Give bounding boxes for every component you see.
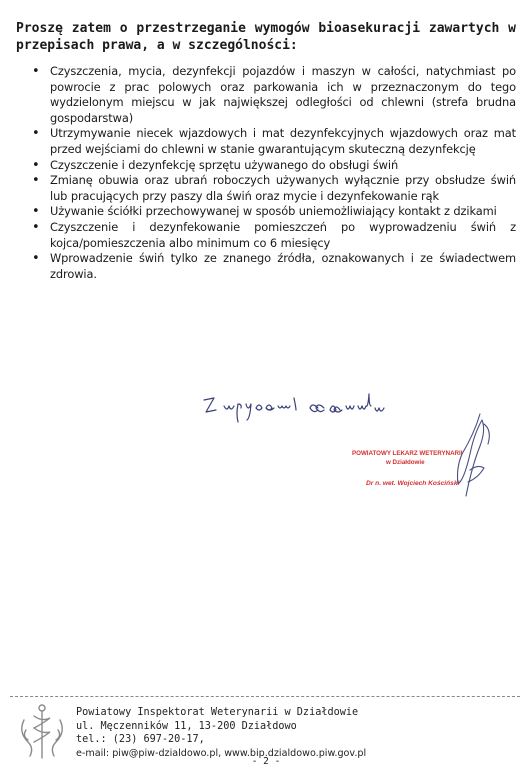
list-item: • Zmianę obuwia oraz ubrań roboczych używanych wyłącznie przy obsłudze świń lub pracujących przy paszy dla świń oraz mycie i dezynfekowanie rąk xyxy=(28,173,516,204)
handwritten-closing xyxy=(200,388,400,428)
requirements-list xyxy=(28,64,516,282)
list-item: • Czyszczenie i dezynfekcję sprzętu używanego do obsługi świń xyxy=(28,158,516,174)
footer-address xyxy=(76,706,376,760)
stamp-name: Dr n. wet. Wojciech Kościński xyxy=(366,480,460,487)
signature xyxy=(440,410,500,520)
list-item: • Wprowadzenie świń tylko ze znanego źródła, oznakowanych i ze świadectwem zdrowia. xyxy=(28,251,516,282)
veterinary-logo-icon xyxy=(16,700,68,762)
footer-divider xyxy=(10,696,520,697)
page-number: - 2 - xyxy=(251,756,281,767)
section-heading: Proszę zatem o przestrzeganie wymogów bioasekuracji zawartych w przepisach prawa, a w szczególności: xyxy=(16,21,516,53)
email-website: e-mail: piw@piw-dzialdowo.pl, www.bip.dzialdowo.piw.gov.pl xyxy=(76,747,367,759)
list-item: • Czyszczenie i dezynfekowanie pomieszczeń po wyprowadzeniu świń z kojca/pomieszczenia albo minimum co 6 miesięcy xyxy=(28,220,516,251)
list-item: • Używanie ściółki przechowywanej w sposób uniemożliwiający kontakt z dzikami xyxy=(28,204,516,220)
list-item: • Utrzymywanie niecek wjazdowych i mat dezynfekcyjnych wjazdowych oraz mat przed wejściami do chlewni w stanie gwarantującym skuteczną dezynfekcję xyxy=(28,126,516,157)
phone: tel.: (23) 697-20-17, xyxy=(76,734,205,745)
stamp-title: POWIATOWY LEKARZ WETERYNARII xyxy=(352,450,463,457)
street-address: ul. Męczenników 11, 13-200 Działdowo xyxy=(76,720,297,732)
stamp-location: w Działdowie xyxy=(386,459,425,466)
list-item: • Czyszczenia, mycia, dezynfekcji pojazdów i maszyn w całości, natychmiast po powrocie z prac polowych oraz parkowania ich w przeznaczonym do tego wydzielonym miejscu w jak największej odległości od chlewni (strefa brudna gospodarstwa) xyxy=(28,64,516,126)
institution-name: Powiatowy Inspektorat Weterynarii w Działdowie xyxy=(76,707,359,718)
